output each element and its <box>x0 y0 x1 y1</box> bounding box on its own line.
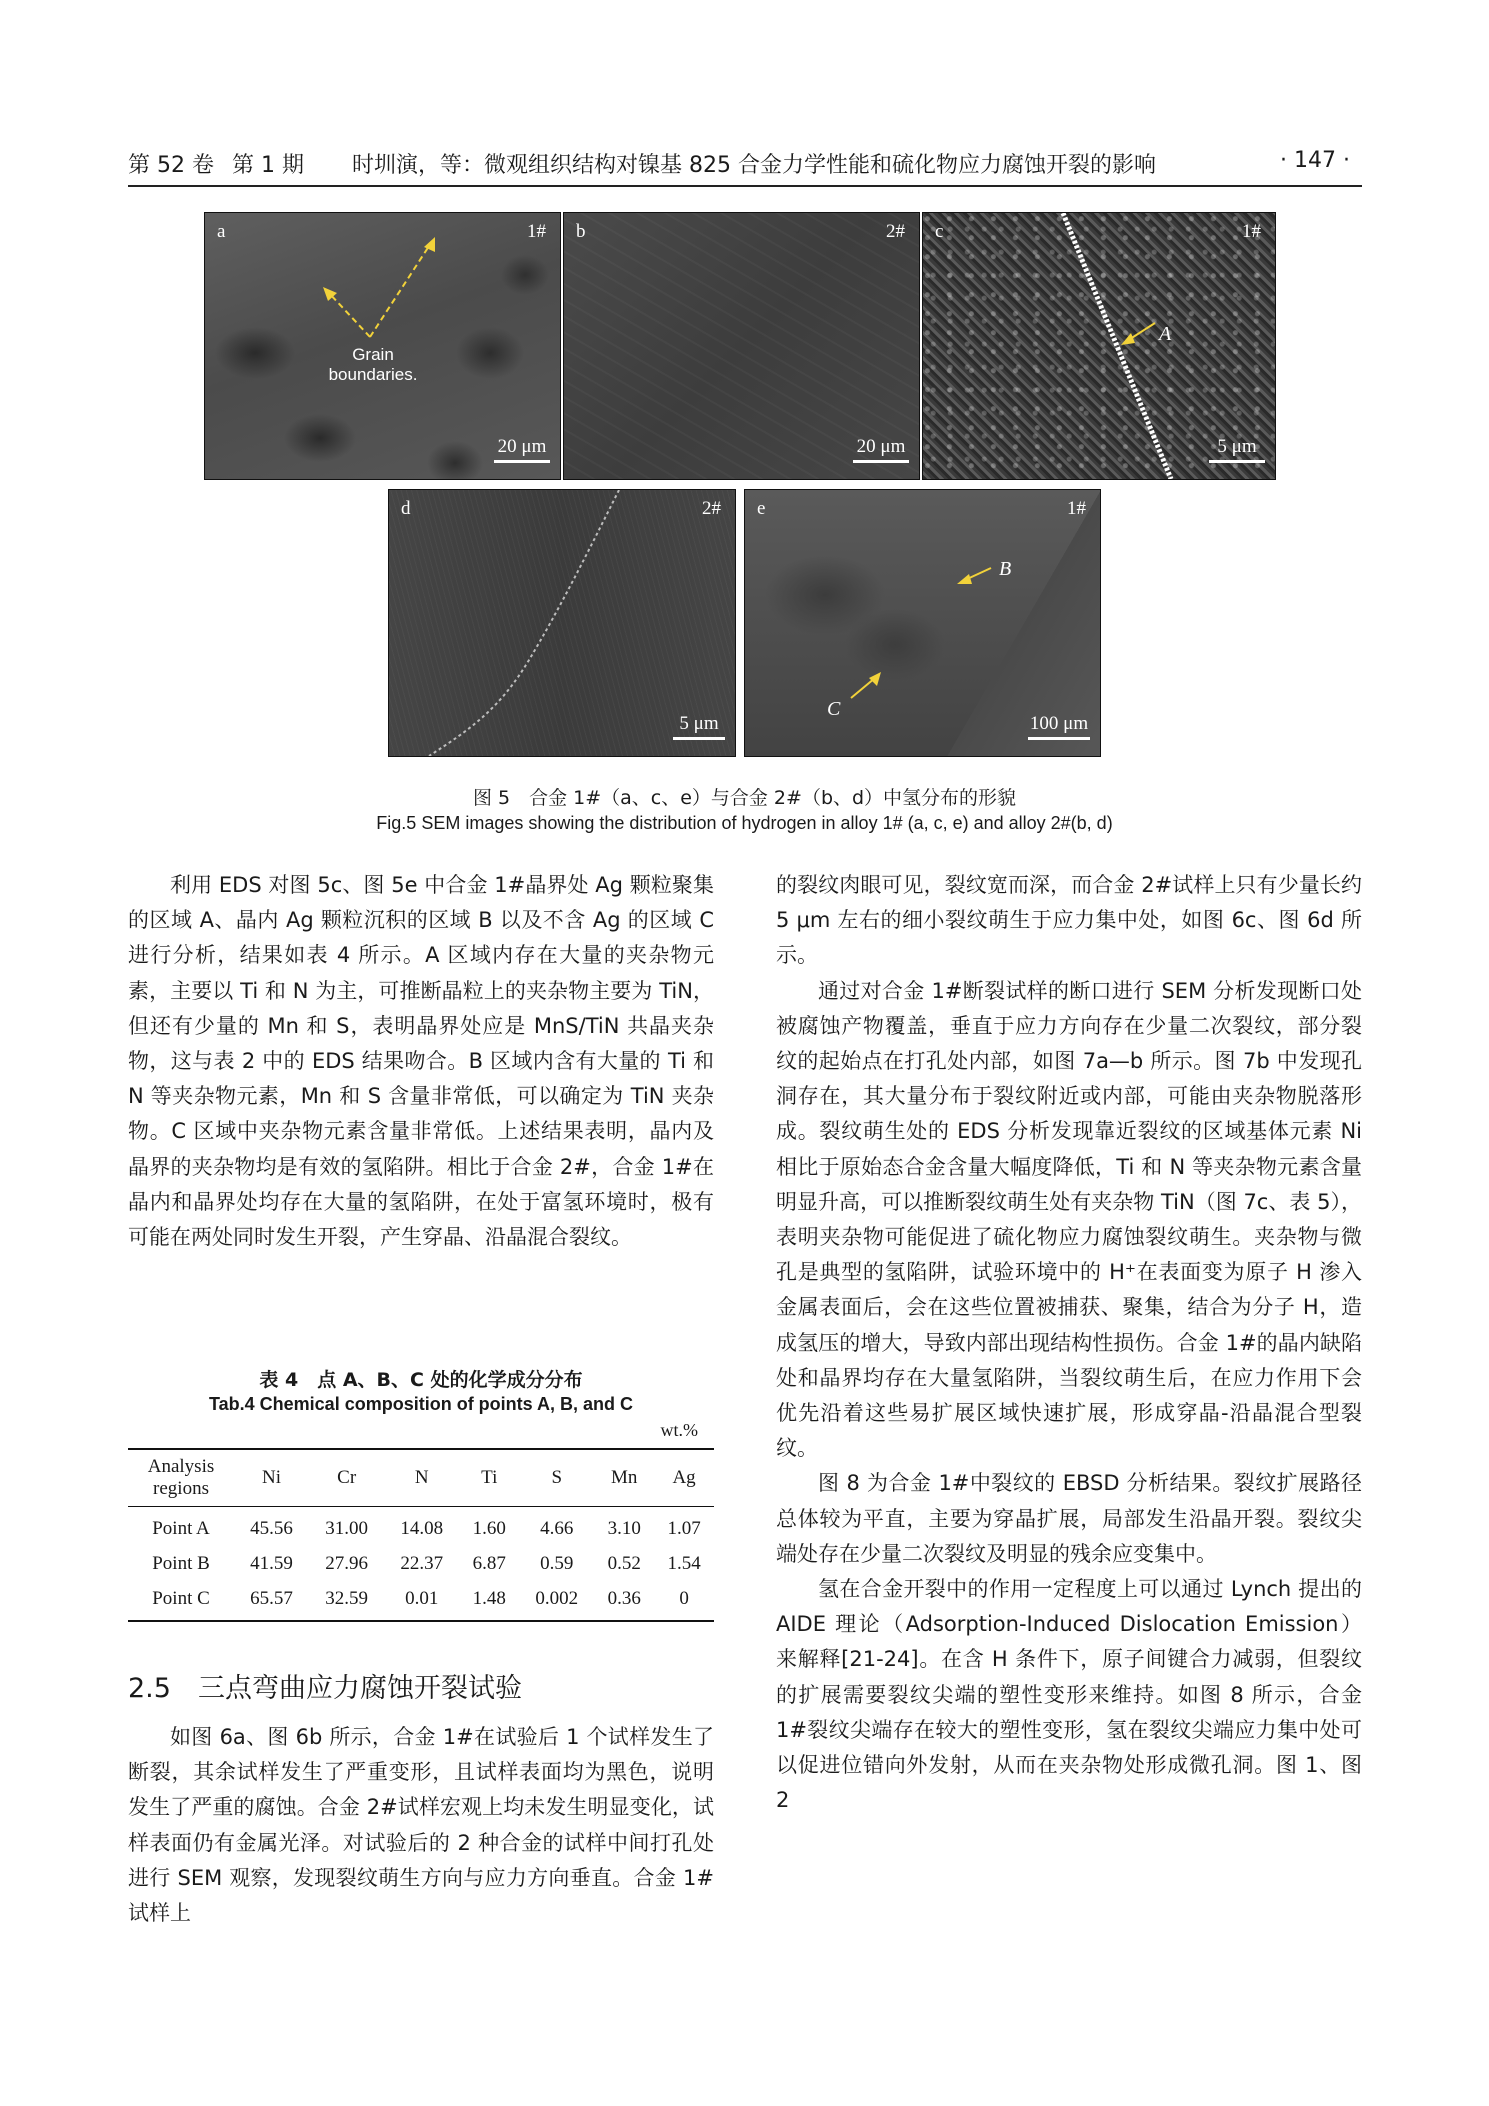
point-a-label: A <box>1159 323 1172 345</box>
right-column <box>776 868 1362 1818</box>
panel-d-label: d <box>401 498 411 519</box>
table-cell: 1.07 <box>667 1517 701 1539</box>
grain-boundaries-label: Grain boundaries. <box>328 345 418 384</box>
panel-d-scale-bar: 5 μm <box>673 713 725 740</box>
panel-c-alloy-tag: 1# <box>1242 221 1261 242</box>
table-cell: 0.59 <box>540 1552 574 1574</box>
table-header-row <box>128 1449 714 1507</box>
table-header: S <box>519 1449 594 1507</box>
table-cell: 41.59 <box>250 1552 293 1574</box>
composition-table <box>128 1448 714 1622</box>
left-column-top <box>128 868 714 1255</box>
table-header: Cr <box>309 1449 384 1507</box>
panel-c-label: c <box>935 221 944 242</box>
panel-b-scale-bar: 20 μm <box>853 436 909 463</box>
table-row <box>128 1581 714 1621</box>
table-header: Analysis regions <box>128 1449 234 1507</box>
paragraph: 氢在合金开裂中的作用一定程度上可以通过 Lynch 提出的 AIDE 理论（Adsorption-Induced Dislocation Emission）来解释[21-24]。在含 H 条件下，原子间键合力减弱，但裂纹的扩展需要裂纹尖端的塑性变形来维持。如图 8 所示，合金 1#裂纹尖端存在较大的塑性变形，氢在裂纹尖端应力集中处可以促进位错向外发射，从而在夹杂物处形成微孔洞。图 1、图 2 <box>776 1577 1362 1813</box>
panel-b-alloy-tag: 2# <box>886 221 905 242</box>
table-cell: 1.54 <box>667 1552 701 1574</box>
table-cell: 65.57 <box>234 1581 309 1621</box>
paragraph: 图 8 为合金 1#中裂纹的 EBSD 分析结果。裂纹扩展路径总体较为平直，主要为穿晶扩展，局部发生沿晶开裂。裂纹尖端处存在少量二次裂纹及明显的残余应变集中。 <box>776 1471 1362 1566</box>
table-cell: Point B <box>152 1552 210 1574</box>
sem-panel-a <box>204 212 561 480</box>
paragraph: 利用 EDS 对图 5c、图 5e 中合金 1#晶界处 Ag 颗粒聚集的区域 A、晶内 Ag 颗粒沉积的区域 B 以及不含 Ag 的区域 C 进行分析，结果如表 4 所示。A 区域内存在大量的夹杂物元素，主要以 Ti 和 N 为主，可推断晶粒上的夹杂物主要为 TiN，但还有少量的 Mn 和 S，表明晶界处应是 MnS/TiN 共晶夹杂物，这与表 2 中的 EDS 结果吻合。B 区域内含有大量的 Ti 和 N 等夹杂物元素，Mn 和 S 含量非常低，可以确定为 TiN 夹杂物。C 区域中夹杂物元素含量非常低。上述结果表明，晶内及晶界的夹杂物均是有效的氢陷阱。相比于合金 2#，合金 1#在晶内和晶界处均存在大量的氢陷阱，在处于富氢环境时，极有可能在两处同时发生开裂，产生穿晶、沿晶混合裂纹。 <box>128 873 714 1250</box>
figure-caption-en: Fig.5 SEM images showing the distribution of hydrogen in alloy 1# (a, c, e) and alloy 2#(b, d) <box>376 813 1113 833</box>
table-cell: Point A <box>152 1517 210 1539</box>
table-header: Ni <box>234 1449 309 1507</box>
running-title: 时圳演，等：微观组织结构对镍基 825 合金力学性能和硫化物应力腐蚀开裂的影响 <box>352 153 1156 178</box>
table-cell: 1.60 <box>472 1517 506 1539</box>
point-c-label: C <box>827 698 841 720</box>
table-cell: 6.87 <box>472 1552 506 1574</box>
table-cell: 31.00 <box>325 1517 369 1539</box>
table-cell: 1.48 <box>459 1581 519 1621</box>
table-caption-cn: 表 4 点 A、B、C 处的化学成分分布 <box>259 1369 583 1391</box>
journal-issue: 第 1 期 <box>232 153 304 178</box>
panel-e-scale-bar: 100 μm <box>1028 713 1090 740</box>
table-cell: 14.08 <box>400 1517 444 1539</box>
header-rule <box>128 185 1362 187</box>
table-cell: 4.66 <box>540 1517 574 1539</box>
table-header: Mn <box>594 1449 654 1507</box>
table-cell: 0.36 <box>594 1581 654 1621</box>
paragraph: 的裂纹肉眼可见，裂纹宽而深，而合金 2#试样上只有少量长约 5 μm 左右的细小裂纹萌生于应力集中处，如图 6c、图 6d 所示。 <box>776 873 1362 968</box>
table-cell: 0 <box>654 1581 714 1621</box>
panel-a-scale-bar: 20 μm <box>494 436 550 463</box>
panel-e-label: e <box>757 498 766 519</box>
section-heading: 2.5 三点弯曲应力腐蚀开裂试验 <box>128 1673 522 1704</box>
journal-volume: 第 52 卷 <box>128 153 214 178</box>
table-unit: wt.% <box>660 1420 698 1440</box>
point-b-label: B <box>999 558 1012 580</box>
panel-a-alloy-tag: 1# <box>527 221 546 242</box>
table-cell: 32.59 <box>309 1581 384 1621</box>
table-caption-en: Tab.4 Chemical composition of points A, B, and C <box>208 1394 634 1414</box>
table-cell: 3.10 <box>607 1517 641 1539</box>
table-header: N <box>384 1449 459 1507</box>
table-row <box>128 1546 714 1581</box>
table-cell: 22.37 <box>400 1552 444 1574</box>
left-column-bottom <box>128 1720 714 1931</box>
panel-a-label: a <box>217 221 226 242</box>
figure-caption-cn: 图 5 合金 1#（a、c、e）与合金 2#（b、d）中氢分布的形貌 <box>472 787 1017 809</box>
table-cell: 0.52 <box>607 1552 641 1574</box>
panel-b-label: b <box>576 221 586 242</box>
table-cell: Point C <box>128 1581 234 1621</box>
paragraph: 如图 6a、图 6b 所示，合金 1#在试验后 1 个试样发生了断裂，其余试样发生了严重变形，且试样表面均为黑色，说明发生了严重的腐蚀。合金 2#试样宏观上均未发生明显变化，试样表面仍有金属光泽。对试验后的 2 种合金的试样中间打孔处进行 SEM 观察，发现裂纹萌生方向与应力方向垂直。合金 1#试样上 <box>128 1725 714 1926</box>
panel-d-alloy-tag: 2# <box>702 498 721 519</box>
page-number: · 147 · <box>1280 148 1350 173</box>
table-cell: 45.56 <box>250 1517 293 1539</box>
table-cell: 0.002 <box>519 1581 594 1621</box>
table-row <box>128 1507 714 1547</box>
paragraph: 通过对合金 1#断裂试样的断口进行 SEM 分析发现断口处被腐蚀产物覆盖，垂直于应力方向存在少量二次裂纹，部分裂纹的起始点在打孔处内部，如图 7a—b 所示。图 7b 中发现孔洞存在，其大量分布于裂纹附近或内部，可能由夹杂物脱落形成。裂纹萌生处的 EDS 分析发现靠近裂纹的区域基体元素 Ni 相比于原始态合金含量大幅度降低，Ti 和 N 等夹杂物元素含量明显升高，可以推断裂纹萌生处有夹杂物 TiN（图 7c、表 5），表明夹杂物可能促进了硫化物应力腐蚀裂纹萌生。夹杂物与微孔是典型的氢陷阱，试验环境中的 H⁺在表面变为原子 H 渗入金属表面后，会在这些位置被捕获、聚集，结合为分子 H，造成氢压的增大，导致内部出现结构性损伤。合金 1#的晶内缺陷处和晶界均存在大量氢陷阱，当裂纹萌生后，在应力作用下会优先沿着这些易扩展区域快速扩展，形成穿晶-沿晶混合型裂纹。 <box>776 978 1362 1461</box>
table-cell: 0.01 <box>384 1581 459 1621</box>
table-cell: 27.96 <box>325 1552 369 1574</box>
sem-panel-c <box>922 212 1276 480</box>
panel-c-scale-bar: 5 μm <box>1209 436 1265 463</box>
table-header: Ag <box>654 1449 714 1507</box>
sem-panel-b <box>563 212 920 480</box>
sem-panel-e <box>744 489 1101 757</box>
sem-panel-d <box>388 489 736 757</box>
panel-e-alloy-tag: 1# <box>1067 498 1086 519</box>
table-header: Ti <box>459 1449 519 1507</box>
